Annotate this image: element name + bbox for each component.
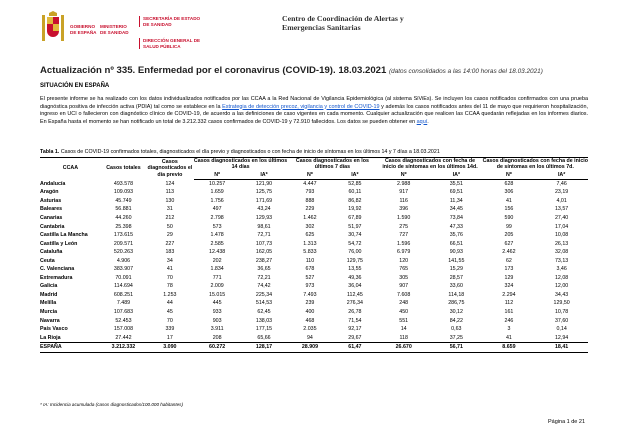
cell-n-7d: 625 [305, 232, 315, 239]
cell-n-sym-14d: 1.596 [397, 240, 411, 247]
cell-ia-sym-7d: 27,40 [554, 215, 569, 221]
cell-ia-sym-14d: 286,75 [448, 300, 465, 307]
directorate-label [139, 38, 205, 49]
cell-n-14d: 573 [212, 223, 222, 230]
cell-ia-7d: 67,89 [348, 215, 362, 221]
cell-ia-sym-14d: 0,63 [451, 326, 462, 333]
cell-ia-7d: 19,92 [348, 206, 362, 213]
cell-ia-sym-14d: 66,51 [449, 240, 463, 247]
subheader-ia: IA* [430, 171, 483, 180]
ministry-label [100, 24, 129, 35]
report-title-note: (datos consolidados a las 14:00 horas del 18.03.2021) [389, 68, 543, 75]
cell-n-14d: 2.009 [210, 283, 224, 290]
cell-n-7d: 468 [305, 317, 315, 324]
cell-n-sym-14d: 116 [399, 197, 408, 204]
cell-n-sym-7d: 3 [507, 326, 511, 333]
directorate-line-2: SALUD PÚBLICA [143, 43, 181, 49]
cell-prev: 130 [165, 197, 175, 204]
cell-n-sym-14d: 1.590 [397, 215, 411, 221]
cell-ia-sym-14d: 47,33 [449, 223, 463, 230]
cell-n-sym-7d: 246 [504, 317, 514, 324]
cell-ia-sym-14d: 69,51 [449, 189, 463, 196]
cell-ia-sym-14d: 141,55 [448, 257, 465, 264]
cell-n-7d: 888 [305, 197, 315, 204]
gov-line-1: GOBIERNO [70, 24, 96, 29]
cell-total: 107.683 [113, 309, 134, 316]
cell-ia-7d: 276,34 [346, 300, 363, 307]
table-row [40, 205, 588, 214]
cell-n-sym-14d: 450 [399, 309, 409, 316]
cell-n-sym-7d: 156 [504, 206, 514, 213]
cell-n-sym-14d: 6.979 [397, 249, 411, 256]
cell-total: 608.251 [113, 291, 134, 298]
col-header-14d: Casos diagnosticados en los últimos 14 días [193, 158, 288, 171]
cell-ia-7d: 29,67 [348, 334, 362, 341]
cell-ccaa: Canarias [40, 215, 63, 221]
cell-ia-sym-14d: 56,71 [430, 343, 483, 353]
cases-table [40, 157, 588, 353]
cell-n-7d: 28.909 [287, 343, 332, 353]
cell-n-7d: 793 [305, 189, 315, 196]
cell-ia-14d: 225,34 [255, 291, 273, 298]
cell-ia-sym-14d: 34,45 [449, 206, 463, 213]
cell-ccaa: La Rioja [40, 334, 61, 341]
cell-prev: 31 [166, 206, 173, 213]
cell-ccaa: Navarra [40, 317, 60, 324]
cell-n-sym-14d: 551 [399, 317, 409, 324]
cell-n-14d: 903 [212, 317, 222, 324]
paragraph-text-1: El presente informe se ha realizado con los datos individualizados notificados por las CCAA a la Red Nacional de Vigilancia Epidemiológica (al sistema SiViEs). Se incluyen los casos notificados confirmados con una prueba diagnóstica positiva de infección activa (PDIA) tal como se establece en la [40, 96, 588, 110]
table-caption [40, 149, 440, 155]
cell-n-sym-14d: 396 [399, 206, 409, 213]
cell-ia-sym-14d: 84,22 [449, 317, 463, 324]
cell-total: 3.212.332 [101, 343, 146, 353]
cell-ia-7d: 54,72 [348, 240, 362, 247]
ministry-line-1: MINISTERIO [100, 24, 127, 29]
cell-n-sym-7d: 112 [504, 300, 514, 307]
cell-ia-14d: 125,75 [255, 189, 273, 196]
cell-ia-14d: 171,69 [255, 197, 273, 204]
secretariat-line-1: SECRETARÍA DE ESTADO [143, 16, 201, 21]
centre-line-2: Emergencias Sanitarias [282, 23, 361, 32]
cell-ia-sym-14d: 37,25 [449, 334, 463, 341]
table-header-row [40, 158, 588, 171]
col-header-total: Casos totales [101, 158, 146, 180]
cell-prev: 17 [166, 334, 173, 341]
cell-ia-sym-7d: 12,08 [554, 274, 569, 281]
cell-n-sym-14d: 2.988 [397, 180, 411, 187]
cell-ia-sym-14d: 35,51 [449, 180, 463, 187]
cell-n-sym-14d: 917 [399, 189, 409, 196]
cell-ia-7d: 71,54 [348, 317, 362, 324]
table-row [40, 248, 588, 257]
cell-ia-sym-14d: 28,57 [449, 274, 463, 281]
gov-line-2: DE ESPAÑA [70, 29, 97, 35]
table-row [40, 274, 588, 283]
cell-ia-sym-7d: 12,00 [554, 283, 569, 290]
centre-line-1: Centro de Coordinación de Alertas y [282, 14, 404, 23]
cell-n-sym-14d: 7.608 [397, 291, 411, 298]
table-row [40, 214, 588, 223]
cell-n-14d: 208 [212, 334, 222, 341]
cell-ia-sym-7d: 26,13 [554, 240, 569, 247]
table-row [40, 179, 588, 188]
cell-ccaa: Andalucía [40, 180, 66, 187]
cell-ia-7d: 112,45 [346, 291, 363, 298]
cell-ia-14d: 43,24 [257, 206, 271, 213]
intro-paragraph [40, 96, 588, 126]
cell-ia-14d: 36,65 [257, 266, 271, 273]
cell-ia-sym-7d: 4,01 [556, 197, 567, 204]
cell-ia-sym-14d: 73,84 [449, 215, 463, 221]
cell-n-14d: 15.015 [209, 291, 226, 298]
cell-n-sym-7d: 173 [504, 266, 514, 273]
cell-ccaa: Madrid [40, 291, 58, 298]
cell-n-14d: 445 [212, 300, 222, 307]
cell-total: 44.260 [115, 215, 132, 221]
cell-total: 157.008 [113, 326, 134, 333]
table-row [40, 240, 588, 249]
cell-n-sym-14d: 118 [399, 334, 408, 341]
cell-total: 173.615 [113, 232, 134, 239]
cell-n-14d: 771 [212, 274, 222, 281]
cell-ia-sym-7d: 18,41 [535, 343, 588, 353]
cell-n-7d: 678 [305, 266, 315, 273]
cell-ccaa: Cantabria [40, 223, 65, 230]
cell-n-14d: 10.257 [209, 180, 226, 187]
cell-ia-sym-7d: 129,50 [553, 300, 570, 307]
cell-total: 56.881 [115, 206, 132, 213]
cell-n-sym-14d: 120 [399, 257, 409, 264]
cell-ia-sym-7d: 34,43 [554, 291, 569, 298]
cell-ia-14d: 128,17 [241, 343, 288, 353]
report-title [40, 65, 543, 76]
cell-ccaa: Cataluña [40, 249, 63, 256]
cell-n-14d: 1.834 [210, 266, 224, 273]
secretariat-line-2: DE SANIDAD [143, 21, 172, 27]
cell-ccaa: Castilla La Mancha [40, 232, 88, 239]
cell-prev: 78 [166, 283, 173, 290]
cell-n-14d: 3.911 [210, 326, 224, 333]
cell-n-14d: 2.798 [210, 215, 224, 221]
coat-of-arms-icon [40, 11, 66, 47]
table-row [40, 282, 588, 291]
cell-total: 27.442 [115, 334, 132, 341]
cell-total: 7.489 [116, 300, 131, 307]
cell-ccaa: Extremadura [40, 274, 73, 281]
cell-ccaa: Galicia [40, 283, 58, 290]
cell-total: 25.398 [115, 223, 132, 230]
strategy-link[interactable]: Estrategia de detección precoz, vigilancia y control de COVID-19 [222, 103, 380, 110]
subheader-ia: IA* [332, 171, 377, 180]
cell-ia-14d: 72,21 [257, 274, 271, 281]
cell-n-14d: 1.659 [210, 189, 224, 196]
cell-ia-sym-14d: 35,76 [449, 232, 463, 239]
cell-n-sym-14d: 275 [399, 223, 409, 230]
table-caption-text: Casos de COVID-19 confirmados totales, diagnosticados el día previo y diagnosticados o con fecha de inicio de síntomas en los últimos 14 y 7 días a 18.03.2021 [59, 149, 440, 155]
cell-ia-14d: 107,73 [255, 240, 273, 247]
col-header-ccaa: CCAA [40, 158, 101, 180]
cell-n-7d: 5.833 [303, 249, 317, 256]
cell-ia-14d: 162,05 [255, 249, 273, 256]
table-caption-label: Tabla 1. [40, 149, 60, 155]
secretariat-label [139, 16, 205, 27]
cell-n-7d: 400 [305, 309, 315, 316]
cell-prev: 227 [165, 240, 175, 247]
cell-n-sym-14d: 907 [399, 283, 409, 290]
cell-n-14d: 12.438 [209, 249, 226, 256]
cell-ccaa: Ceuta [40, 257, 55, 264]
cell-n-sym-7d: 99 [505, 223, 512, 230]
cell-n-7d: 4.447 [303, 180, 317, 187]
cell-ia-7d: 26,78 [348, 309, 362, 316]
centre-name [282, 14, 404, 32]
cell-ia-sym-14d: 15,29 [449, 266, 463, 273]
subheader-ia: IA* [535, 171, 588, 180]
cell-n-7d: 94 [306, 334, 313, 341]
cell-ia-7d: 61,47 [332, 343, 377, 353]
cell-total: 4.906 [116, 257, 131, 264]
cell-n-14d: 497 [212, 206, 222, 213]
cell-prev: 1.253 [163, 291, 177, 298]
cell-n-sym-14d: 14 [400, 326, 407, 333]
cell-ccaa: ESPAÑA [40, 343, 101, 353]
directorate-line-1: DIRECCIÓN GENERAL DE [143, 38, 201, 43]
cell-ia-sym-14d: 33,60 [449, 283, 463, 290]
cell-prev: 339 [165, 326, 175, 333]
cell-ia-14d: 121,90 [255, 180, 273, 187]
cell-total: 209.571 [113, 240, 134, 247]
cell-ia-7d: 36,04 [348, 283, 362, 290]
cell-total: 383.907 [113, 266, 134, 273]
cell-n-7d: 302 [305, 223, 315, 230]
cell-ia-7d: 86,82 [348, 197, 362, 204]
page-header [40, 8, 600, 58]
cell-ccaa: País Vasco [40, 326, 68, 333]
table-row [40, 317, 588, 326]
cell-ia-sym-7d: 10,78 [554, 309, 569, 316]
col-header-prev: Casos diagnosticados el día previo [147, 159, 193, 178]
cell-n-sym-14d: 765 [399, 266, 409, 273]
cell-n-14d: 202 [212, 257, 222, 264]
cell-ia-7d: 92,17 [348, 326, 362, 333]
cell-n-sym-14d: 26.670 [377, 343, 430, 353]
cell-prev: 3.090 [146, 343, 194, 353]
cell-ia-14d: 238,27 [255, 257, 273, 264]
col-header-symptoms-14d: Casos diagnosticados con fecha de inicio de síntomas en los últimos 14d. [377, 158, 482, 171]
cell-prev: 70 [166, 317, 173, 324]
ministry-line-2: DE SANIDAD [100, 29, 129, 35]
cell-prev: 124 [165, 180, 175, 187]
cell-n-7d: 2.035 [303, 326, 317, 333]
cell-ia-7d: 129,75 [346, 257, 363, 264]
cell-ia-14d: 514,53 [255, 300, 273, 307]
cell-ia-sym-7d: 13,57 [554, 206, 569, 213]
cell-prev: 183 [165, 249, 175, 256]
cell-n-sym-7d: 161 [504, 309, 514, 316]
cell-n-7d: 239 [305, 300, 315, 307]
table-row [40, 265, 588, 274]
col-header-7d: Casos diagnosticados en los últimos 7 días [287, 158, 377, 171]
cell-prev: 45 [166, 309, 173, 316]
cell-total: 114.694 [114, 283, 133, 290]
cell-prev: 44 [166, 300, 173, 307]
cell-n-sym-7d: 627 [504, 240, 514, 247]
section-heading: SITUACIÓN EN ESPAÑA [40, 83, 110, 89]
cell-n-sym-7d: 590 [504, 215, 514, 221]
cell-ia-14d: 74,42 [257, 283, 271, 290]
cell-ia-sym-7d: 7,46 [556, 180, 567, 187]
cell-ia-sym-7d: 37,60 [554, 317, 569, 324]
cell-ia-sym-7d: 73,13 [554, 257, 569, 264]
subheader-n: Nº [287, 171, 332, 180]
cell-prev: 113 [165, 189, 175, 196]
cell-ccaa: Melilla [40, 300, 57, 307]
cell-ia-14d: 129,93 [255, 215, 273, 221]
cell-prev: 41 [166, 266, 173, 273]
cell-ia-sym-7d: 10,08 [554, 232, 569, 239]
cell-ia-sym-7d: 12,94 [554, 334, 569, 341]
cell-ia-7d: 13,55 [348, 266, 362, 273]
cell-ia-sym-14d: 11,34 [449, 197, 463, 204]
cell-prev: 29 [166, 232, 173, 239]
cell-n-sym-14d: 305 [399, 274, 409, 281]
cell-prev: 212 [165, 215, 175, 221]
cell-prev: 70 [166, 274, 173, 281]
cell-n-sym-7d: 306 [504, 189, 514, 196]
cell-n-14d: 2.585 [210, 240, 224, 247]
cell-ccaa: Baleares [40, 206, 63, 213]
cell-ia-7d: 30,74 [348, 232, 362, 239]
cell-ia-sym-7d: 3,46 [556, 266, 567, 273]
subheader-n: Nº [194, 171, 241, 180]
cell-ia-7d: 76,00 [348, 249, 362, 256]
cell-ia-7d: 60,11 [348, 189, 362, 196]
cell-total: 45.749 [115, 197, 132, 204]
government-label [70, 24, 96, 35]
cell-n-sym-7d: 62 [505, 257, 512, 264]
table-row [40, 188, 588, 197]
cell-n-sym-14d: 248 [399, 300, 409, 307]
cell-ia-sym-14d: 30,12 [449, 309, 463, 316]
paragraph-text-2: y además los casos notificados antes del 11 de mayo que requirieron hospitalización, ingreso en UCI o fallecieron con diagnóstico clínico de COVID-19, de acuerdo a las definiciones de caso vigentes en cada momento. Cualquier actualización que realicen las CCAA quedarán reflejadas en los informes diarios. En España hasta el momento se han notificado un total de 3.212.332 casos confirmados de COVID-19 y 72.910 fallecidos. Los datos se pueden obtener en [40, 103, 588, 125]
cell-ia-14d: 138,03 [255, 317, 273, 324]
cell-n-7d: 7.493 [303, 291, 317, 298]
cell-ia-7d: 52,85 [348, 180, 362, 187]
table-row [40, 291, 588, 300]
cell-ia-sym-7d: 23,19 [554, 189, 569, 196]
cell-n-sym-7d: 129 [504, 274, 514, 281]
cell-ccaa: Murcia [40, 309, 58, 316]
cell-n-sym-7d: 2.294 [502, 291, 516, 298]
cell-total: 493.578 [113, 180, 134, 187]
cell-n-sym-7d: 41 [505, 334, 512, 341]
table-row [40, 223, 588, 232]
table-row [40, 325, 588, 334]
table-footnote: * IA: Incidencia acumulada (casos diagnosticados/100.000 habitantes) [40, 402, 184, 407]
cell-n-sym-7d: 324 [504, 283, 514, 290]
table-total-row [40, 343, 588, 353]
report-title-text: Actualización nº 335. Enfermedad por el coronavirus (COVID-19). 18.03.2021 [40, 65, 387, 76]
cell-ia-sym-14d: 114,18 [448, 291, 465, 298]
page-number: Página 1 de 21 [548, 419, 586, 425]
cell-prev: 34 [166, 257, 173, 264]
cell-n-7d: 973 [305, 283, 315, 290]
cell-ccaa: Castilla y León [40, 240, 78, 247]
cell-total: 520.263 [113, 249, 134, 256]
cell-n-7d: 527 [305, 274, 315, 281]
table-row [40, 334, 588, 343]
cell-n-sym-7d: 205 [504, 232, 514, 239]
table-row [40, 257, 588, 266]
col-header-symptoms-7d: Casos diagnosticados con fecha de inicio de síntomas en los últimos 7d. [482, 158, 589, 171]
table-row [40, 308, 588, 317]
cell-n-sym-7d: 41 [505, 197, 512, 204]
cell-n-7d: 110 [305, 257, 315, 264]
cell-ia-7d: 51,97 [348, 223, 362, 230]
cell-ia-sym-7d: 32,08 [554, 249, 569, 256]
subheader-ia: IA* [241, 171, 288, 180]
paragraph-text-3: . [427, 118, 429, 125]
cell-n-sym-7d: 2.462 [502, 249, 516, 256]
cell-n-14d: 1.756 [210, 197, 224, 204]
subheader-n: Nº [483, 171, 536, 180]
cell-ia-sym-7d: 17,04 [554, 223, 569, 230]
cell-ia-7d: 49,36 [348, 274, 362, 281]
cell-n-7d: 229 [305, 206, 315, 213]
cell-ia-14d: 98,61 [257, 223, 271, 230]
cell-total: 52.453 [115, 317, 132, 324]
cell-ia-14d: 177,15 [255, 326, 273, 333]
cell-ccaa: Asturias [40, 197, 62, 204]
cell-n-14d: 1.478 [210, 232, 224, 239]
cell-n-sym-14d: 727 [399, 232, 409, 239]
cell-total: 70.091 [115, 274, 132, 281]
cell-prev: 50 [166, 223, 173, 230]
cell-ccaa: C. Valenciana [40, 266, 75, 273]
data-link[interactable]: aquí [416, 118, 428, 125]
subheader-n: Nº [377, 171, 430, 180]
cell-ia-14d: 72,71 [257, 232, 271, 239]
cell-ia-14d: 65,66 [257, 334, 271, 341]
cell-n-sym-7d: 628 [504, 180, 514, 187]
cell-ia-sym-7d: 0,14 [556, 326, 567, 333]
cell-n-7d: 1.462 [303, 215, 317, 221]
cell-n-14d: 60.272 [194, 343, 241, 353]
table-row [40, 197, 588, 206]
cell-ia-sym-14d: 90,93 [449, 249, 463, 256]
cell-total: 109.093 [113, 189, 134, 196]
cell-n-sym-7d: 8.659 [483, 343, 536, 353]
table-row [40, 231, 588, 240]
cell-ccaa: Aragón [40, 189, 59, 196]
cell-ia-14d: 62,45 [257, 309, 271, 316]
table-row [40, 299, 588, 308]
cell-n-7d: 1.313 [303, 240, 317, 247]
cell-n-14d: 933 [212, 309, 222, 316]
